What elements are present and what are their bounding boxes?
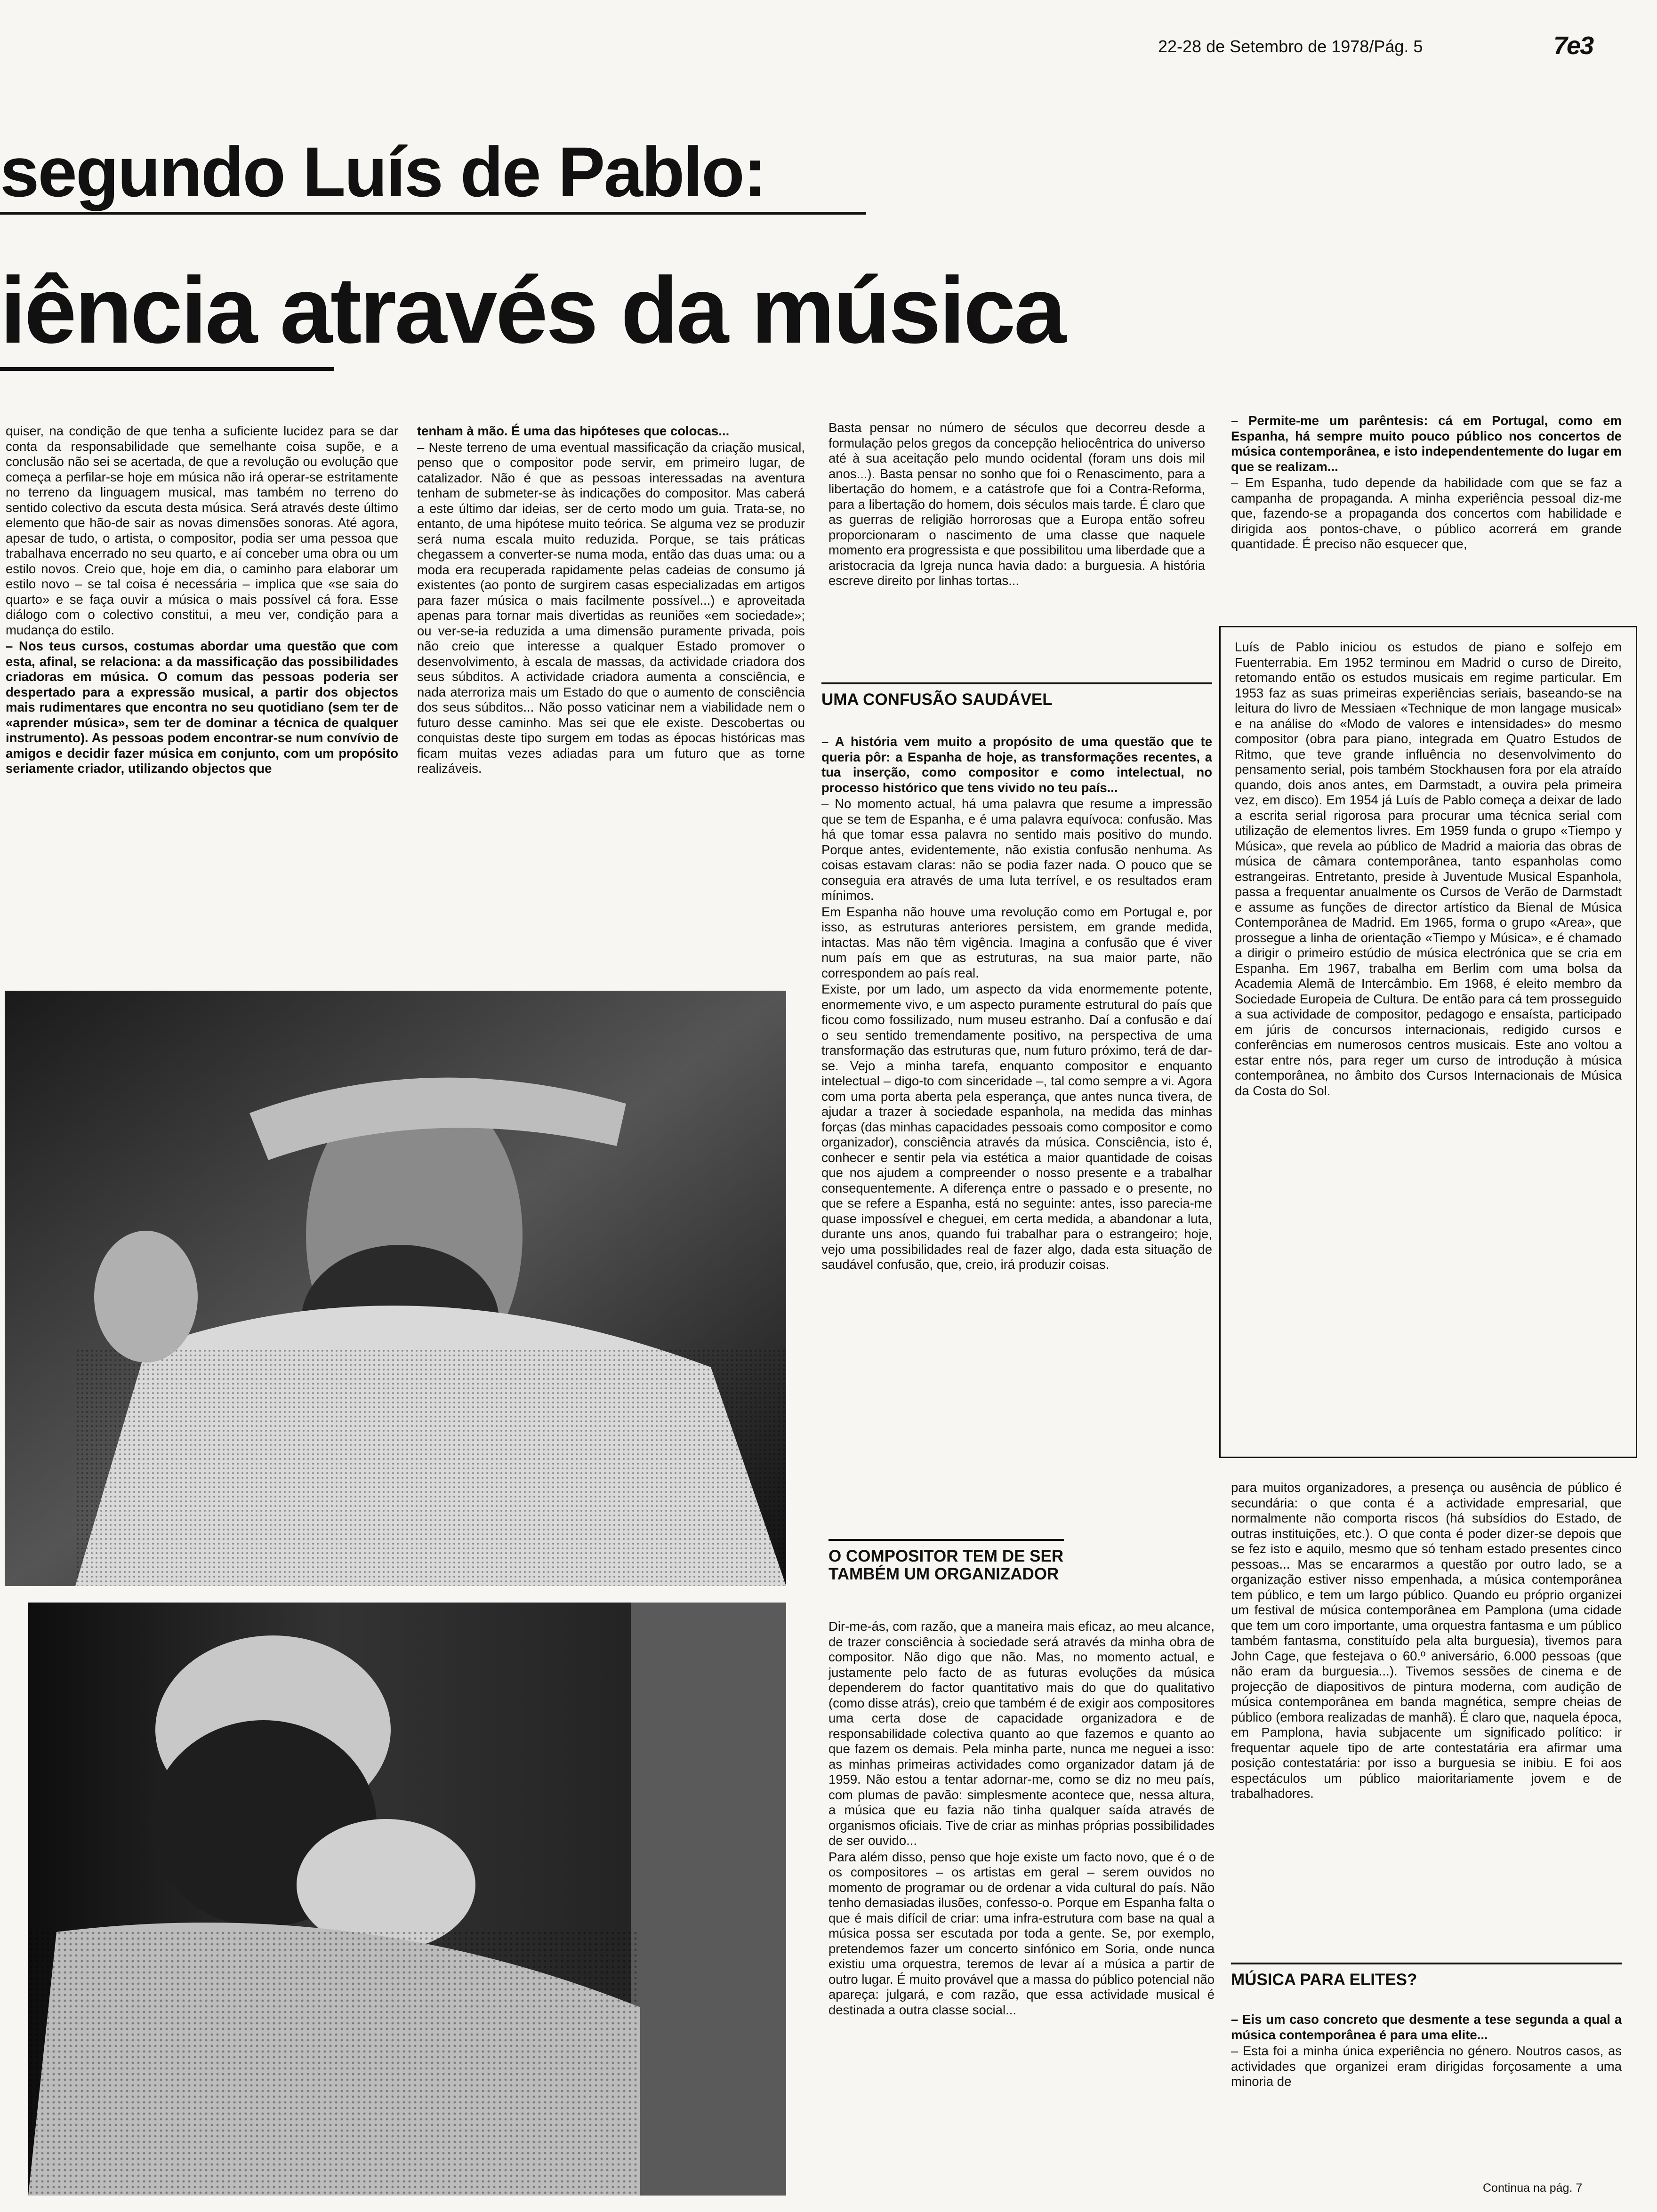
paragraph: – No momento actual, há uma palavra que resume a impressão que se tem de Espanha, e é uma palavra equívoca: confusão. Mas há que tomar essa palavra no sentido mais positivo do mundo. Porque antes, evidentemente, não existia confusão nenhuma. As coisas estavam claras: não se podia fazer nada. O pouco que se conseguia era através de uma luta terrível, e os resultados eram mínimos. [821,796,1212,903]
paragraph: – Em Espanha, tudo depende da habilidade com que se faz a campanha de propaganda. A minha experiência pessoal diz-me que, fazendo-se a propaganda dos concertos com habilidade e dirigida aos pontos-chave, o público acorrerá em grande quantidade. É preciso não esquecer que, [1231,475,1622,551]
paragraph: Em Espanha não houve uma revolução como em Portugal e, por isso, as estruturas anteriores persistem, em grande medida, intactas. Mas não têm vigência. Imagina a confusão que é viver num país em que as estruturas, na sua maior parte, não correspondem ao país real. [821,904,1212,980]
paragraph: Dir-me-ás, com razão, que a maneira mais eficaz, ao meu alcance, de trazer consciência à sociedade será através da minha obra de compositor. Não digo que não. Mas, no momento actual, e justamente pelo facto de as futuras evoluções da música dependerem do factor quantitativo mais do que do qualitativo (como disse atrás), creio que também é de exigir aos compositores uma certa dose de capacidade organizadora e de responsabilidade colectiva quanto ao que fazemos e quanto ao que fazem os demais. Pela minha parte, nunca me neguei a isso: as minhas primeiras actividades como organizador datam já de 1959. Não estou a tentar adornar-me, como se diz no meu país, com plumas de pavão: simplesmente acontece que, nessa altura, a música que eu fazia não tinha qualquer saída através de organismos oficiais. Tive de criar as minhas próprias possibilidades de ser ouvido... [828,1619,1215,1848]
article-column-4-middle [1231,1480,1622,1946]
article-column-4-bottom [1231,2012,1622,2172]
paragraph: tenham à mão. É uma das hipóteses que colocas... [417,424,730,438]
issue-date-page: 22-28 de Setembro de 1978/Pág. 5 [1158,37,1423,56]
article-column-3-middle [821,734,1212,1530]
headline-line2: iência através da música [0,258,1064,363]
photo-2-image [28,1603,786,2196]
headline-line1: segundo Luís de Pablo: [0,132,765,211]
paragraph: para muitos organizadores, a presença ou ausência de público é secundária: o que conta é a actividade empresarial, que normalmente não comporta riscos (há subsídios do Estado, de outras instituições, etc.). O que conta é poder dizer-se depois que se fez isto e aquilo, mesmo que só tenham estado presentes cinco pessoas... Mas se encararmos a questão por outro lado, se a organização estiver nisso empenhada, a música contemporânea tem público, e tem um largo público. Quando eu próprio organizei um festival de música contemporânea em Pamplona (uma cidade que tem um coro importante, uma orquestra fantasma e um público também fantasma, constituído pela alta burguesia), tivemos para John Cage, que festejava o 60.º aniversário, 6.000 pessoas (que não eram da burguesia...). Tivemos sessões de cinema e de projecção de diapositivos de pintura moderna, com audição de música contemporânea em banda magnética, sempre cheias de público (embora realizadas de manhã). É claro que, naquela época, em Pamplona, havia subjacente um significado político: ir frequentar aquele tipo de arte contestatária era afirmar uma posição contestatária: por isso a burguesia se inibiu. E foi aos espectáculos um público maioritariamente jovem e de trabalhadores. [1231,1480,1622,1801]
photo-luis-de-pablo-1 [5,991,786,1586]
paragraph: – Neste terreno de uma eventual massificação da criação musical, penso que o compositor pode servir, em primeiro lugar, de catalizador. Não é que as pessoas interessadas na aventura tenham de submeter-se às indicações do compositor. Mas caberá a este último dar ideias, ser de certo modo um guia. Trata-se, no entanto, de uma hipótese muito teórica. Se alguma vez se produzir será numa escala muito reduzida. Porque, se tais práticas chegassem a converter-se numa moda, então das duas uma: ou a moda era recuperada rapidamente pelas cadeias de consumo já existentes (ao ponto de surgirem casas especializadas em artigos para fazer música o mais facilmente possível...) e aproveitada apenas para tornar mais divertidas as reuniões «em sociedade»; ou ver-se-ia reduzida a uma dimensão puramente privada, pois não creio que interesse a qualquer Estado promover o desenvolvimento, à escala de massas, da actividade criadora dos seus súbditos. A actividade criadora aumenta a consciência, e nada aterroriza mais um Estado do que o aumento de consciência dos seus súbditos... Não posso vaticinar nem a viabilidade nem o futuro desse caminho. Mas sei que ele existe. Descobertas ou conquistas deste tipo surgem em todas as épocas históricas mas ficam muitas vezes adiadas para um futuro que as torne realizáveis. [417,440,805,776]
biography-box: Luís de Pablo iniciou os estudos de piano e solfejo em Fuenterrabia. Em 1952 terminou em Madrid o curso de Direito, retomando então os estudos musicais em regime particular. Em 1953 faz as suas primeiras experiências seriais, baseando-se na leitura do livro de Messiaen «Technique de mon langage musical» e na análise do «Modo de valores e intensidades» do mesmo compositor (obra para piano, integrada em Quatro Estudos de Ritmo, que teve grande influência no desenvolvimento do pensamento serial, pois também Stockhausen fora por ela atraído quando, dois anos antes, em Darmstadt, a ouvira pela primeira vez, em disco). Em 1954 já Luís de Pablo começa a deixar de lado a escrita serial rigorosa para procurar uma técnica serial com utilização de elementos livres. Em 1959 funda o grupo «Tiempo y Música», que revela ao público de Madrid a maioria das obras de música de câmara contemporânea, tanto espanholas como estrangeiras. Entretanto, preside à Juventude Musical Espanhola, passa a frequentar anualmente os Cursos de Verão de Darmstadt e assume as funções de director artístico da Bienal de Música Contemporânea de Madrid. Em 1965, forma o grupo «Area», que prossegue a linha de orientação «Tiempo y Música», e é chamado a dirigir o primeiro estúdio de música electrónica que se cria em Espanha. Em 1967, trabalha em Berlim com uma bolsa da Academia Alemã de Intercâmbio. Em 1968, é eleito membro da Sociedade Europeia de Cultura. De então para cá tem prosseguido a sua actividade de compositor, pedagogo e ensaísta, participado em júris de concursos internacionais, redigido cursos e conferências em numerosos centros musicais. Este ano voltou a estar entre nós, para reger um curso de introdução à música contemporânea, no âmbito dos Cursos Internacionais de Música da Costa do Sol. [1219,626,1637,1458]
subhead-compositor-organizador: O COMPOSITOR TEM DE SER TAMBÉM UM ORGANIZADOR [828,1539,1064,1583]
paragraph: Para além disso, penso que hoje existe um facto novo, que é o de os compositores – os artistas em geral – serem ouvidos no momento de programar ou de ordenar a vida cultural do país. Não tenho demasiadas ilusões, confesso-o. Porque em Espanha falta o que é mais difícil de criar: uma infra-estrutura com base na qual a música possa ser escutada por toda a gente. Se, por exemplo, pretendemos fazer um concerto sinfónico em Soria, onde nunca existiu uma orquestra, teremos de levar aí a música a partir de outro lugar. É muito provável que a massa do público potencial não apareça: julgará, e com razão, que essa actividade musical é destinada a outra classe social... [828,1849,1215,2017]
continued-page-note: Continua na pág. 7 [1483,2181,1583,2195]
photo-1-image [5,991,786,1586]
subhead-musica-elites: MÚSICA PARA ELITES? [1231,1963,1622,1989]
paragraph: – Nos teus cursos, costumas abordar uma questão que com esta, afinal, se relaciona: a da massificação das possibilidades criadoras em música. O comum das pessoas poderia ser despertado para a expressão musical, a partir dos objectos mais rudimentares que encontra no seu quotidiano (sem ter de «aprender música», sem ter de dominar a técnica de qualquer instrumento). As pessoas podem encontrar-se num convívio de amigos e decidir fazer música em conjunto, com um propósito seriamente criador, utilizando objectos que [6,639,398,776]
paragraph: – Eis um caso concreto que desmente a tese segunda a qual a música contemporânea é para uma elite... [1231,2012,1622,2042]
paragraph: Existe, por um lado, um aspecto da vida enormemente potente, enormemente vivo, e um aspecto puramente estrutural do país que ficou como fossilizado, num museu estranho. Daí a confusão e daí o seu sentido tremendamente positivo, na perspectiva de uma transformação das estruturas que, num futuro próximo, terá de dar-se. Vejo a minha tarefa, enquanto compositor e enquanto intelectual – digo-to com sinceridade –, tal como sempre a vi. Agora com uma porta aberta pela esperança, que antes nunca tivera, de ajudar a trazer à sociedade espanhola, na medida das minhas forças (das minhas capacidades pessoais como compositor e como organizador), consciência através da música. Consciência, isto é, conhecer e sentir pela via estética a maior quantidade de coisas que nos ajudem a compreender o nosso presente e a trabalhar consequentemente. A diferença entre o passado e o presente, no que se refere a Espanha, está no seguinte: antes, isso parecia-me quase impossível e cheguei, em certa medida, a abandonar a luta, durante uns anos, quando fui trabalhar para o estrangeiro; hoje, vejo uma possibilidades real de fazer algo, dada esta situação de saudável confusão, que, creio, irá produzir coisas. [821,982,1212,1272]
photo-luis-de-pablo-2 [28,1603,786,2196]
article-column-3-bottom [828,1619,1215,2196]
article-column-4-top [1231,413,1622,625]
article-column-2 [417,424,805,922]
article-column-1 [6,424,398,922]
article-column-3-top [828,420,1205,656]
paragraph: Basta pensar no número de séculos que decorreu desde a formulação pelos gregos da concepção heliocêntrica do universo até à sua aceitação pelo mundo ocidental (foram uns dois mil anos...). Basta pensar no sonho que foi o Renascimento, para a libertação do homem, e a catástrofe que foi a Contra-Reforma, para a libertação do homem, dois séculos mais tarde. É claro que as guerras de religião horrorosas que a Europa então sofreu proporcionaram o nascimento de uma classe que naquele momento era progressista e que possibilitou uma liberdade que a aristocracia da Igreja nunca havia dado: a burguesia. A história escreve direito por linhas tortas... [828,420,1205,588]
headline-underline [0,367,334,371]
paragraph: quiser, na condição de que tenha a suficiente lucidez para se dar conta da responsabilidade que semelhante coisa supõe, e a conclusão não sei se acertada, de que a revolução ou evolução que começa a perfilar-se hoje em música não irá operar-se estritamente no terreno da linguagem musical, mas também no terreno do sentido colectivo da escuta desta música. Será através deste último elemento que hão-de sair as novas dimensões sonoras. Até agora, apesar de tudo, o artista, o compositor, podia ser uma pessoa que trabalhava encerrado no seu quarto, e aí conceber uma obra ou um estilo novos. Creio que, hoje em dia, o caminho para elaborar um estilo novo – se tal coisa é necessária – implica que «se saia do quarto» e se faça ouvir a música o mais possível cá fora. Esse diálogo com o colectivo constitui, a meu ver, condição para a mudança do estilo. [6,424,398,637]
subhead-confusao-saudavel: UMA CONFUSÃO SAUDÁVEL [821,682,1212,709]
paragraph: – Esta foi a minha única experiência no género. Noutros casos, as actividades que organizei eram dirigidas forçosamente a uma minoria de [1231,2044,1622,2089]
paragraph: – A história vem muito a propósito de uma questão que te queria pôr: a Espanha de hoje, as transformações recentes, a tua inserção, como compositor e como intelectual, no processo histórico que tens vivido no teu país... [821,734,1212,795]
headline-rule [0,212,866,215]
newspaper-logo: 7e3 [1553,32,1593,60]
paragraph: – Permite-me um parêntesis: cá em Portugal, como em Espanha, há sempre muito pouco público nos concertos de música contemporânea, e isto independentemente do lugar em que se realizam... [1231,413,1622,474]
